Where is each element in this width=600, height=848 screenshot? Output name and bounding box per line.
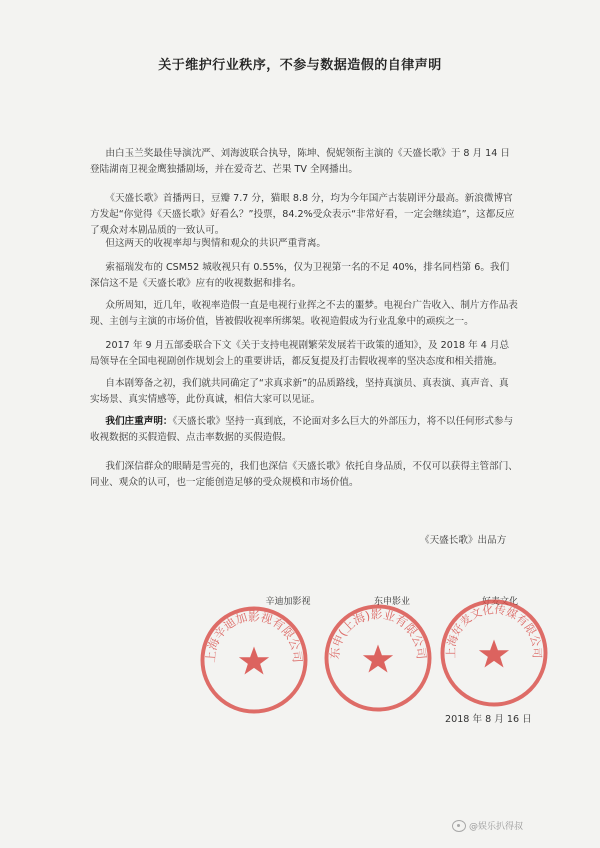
company-name-1: 辛迪加影视 bbox=[265, 597, 311, 607]
paragraph-9: 我们深信群众的眼睛是雪亮的，我们也深信《天盛长歌》依托自身品质，不仅可以获得主管部门、同业、观众的认可，也一定能创造足够的受众规模和市场价值。 bbox=[90, 461, 518, 488]
seal-text-2: 东申(上海)影业有限公司 bbox=[327, 607, 429, 660]
watermark bbox=[452, 819, 523, 832]
weibo-icon bbox=[452, 820, 466, 832]
company-name-2: 东申影业 bbox=[373, 597, 410, 607]
watermark-text: @娱乐扒得叔 bbox=[469, 822, 524, 832]
document-title: 关于维护行业秩序，不参与数据造假的自律声明 bbox=[158, 58, 442, 73]
paragraph-7: 自本剧筹备之初，我们就共同确定了“求真求新”的品质路线，坚持真演员、真表演、真声音、真实场景、真实情感等，此份真诚，相信大家可以见证。 bbox=[90, 378, 509, 405]
company-name-3: 好麦文化 bbox=[481, 597, 518, 607]
emphasis-lead: 我们庄重声明： bbox=[105, 416, 173, 427]
seal-text-3: 上海好麦文化传媒有限公司 bbox=[444, 603, 544, 659]
paragraph-3: 但这两天的收视率却与舆情和观众的共识严重背离。 bbox=[105, 238, 327, 249]
company-seal-3 bbox=[438, 597, 550, 709]
paragraph-6: 2017 年 9 月五部委联合下文《关于支持电视剧繁荣发展若干政策的通知》，及 2018 年 4 月总局领导在全国电视剧创作规划会上的重要讲话，都反复提及打击假收视率的坚决态度和相关措施。 bbox=[90, 340, 510, 367]
document-date: 2018 年 8 月 16 日 bbox=[445, 714, 532, 725]
company-seal-2 bbox=[322, 602, 434, 714]
paragraph-1: 由白玉兰奖最佳导演沈严、刘海波联合执导，陈坤、倪妮领衔主演的《天盛长歌》于 8 月 14 日登陆湖南卫视金鹰独播剧场，并在爱奇艺、芒果 TV 全网播出。 bbox=[90, 148, 511, 175]
paragraph-8 bbox=[90, 414, 518, 446]
paragraph-5: 众所周知，近几年，收视率造假一直是电视行业挥之不去的噩梦。电视台广告收入、制片方作品表现、主创与主演的市场价值，皆被假收视率所绑架。收视造假成为行业乱象中的顽疾之一。 bbox=[90, 300, 518, 327]
paragraph-2: 《天盛长歌》首播两日，豆瓣 7.7 分，猫眼 8.8 分，均为今年国产古装剧评分最高。新浪微博官方发起“你觉得《天盛长歌》好看么？”投票，84.2%受众表示“非常好看，一定会继续追”，这都反应了观众对本剧品质的一致认可。 bbox=[90, 193, 515, 236]
company-seal-1 bbox=[198, 604, 310, 716]
paragraph-8-body: 《天盛长歌》坚持一真到底，不论面对多么巨大的外部压力，将不以任何形式参与收视数据的买假造假、点击率数据的买假造假。 bbox=[90, 416, 514, 443]
signatory: 《天盛长歌》出品方 bbox=[420, 535, 507, 546]
paragraph-4: 索福瑞发布的 CSM52 城收视只有 0.55%，仅为卫视第一名的不足 40%，排名同档第 6。我们深信这不是《天盛长歌》应有的收视数据和排名。 bbox=[90, 262, 510, 289]
seal-text-1: 上海辛迪加影视有限公司 bbox=[203, 609, 305, 664]
